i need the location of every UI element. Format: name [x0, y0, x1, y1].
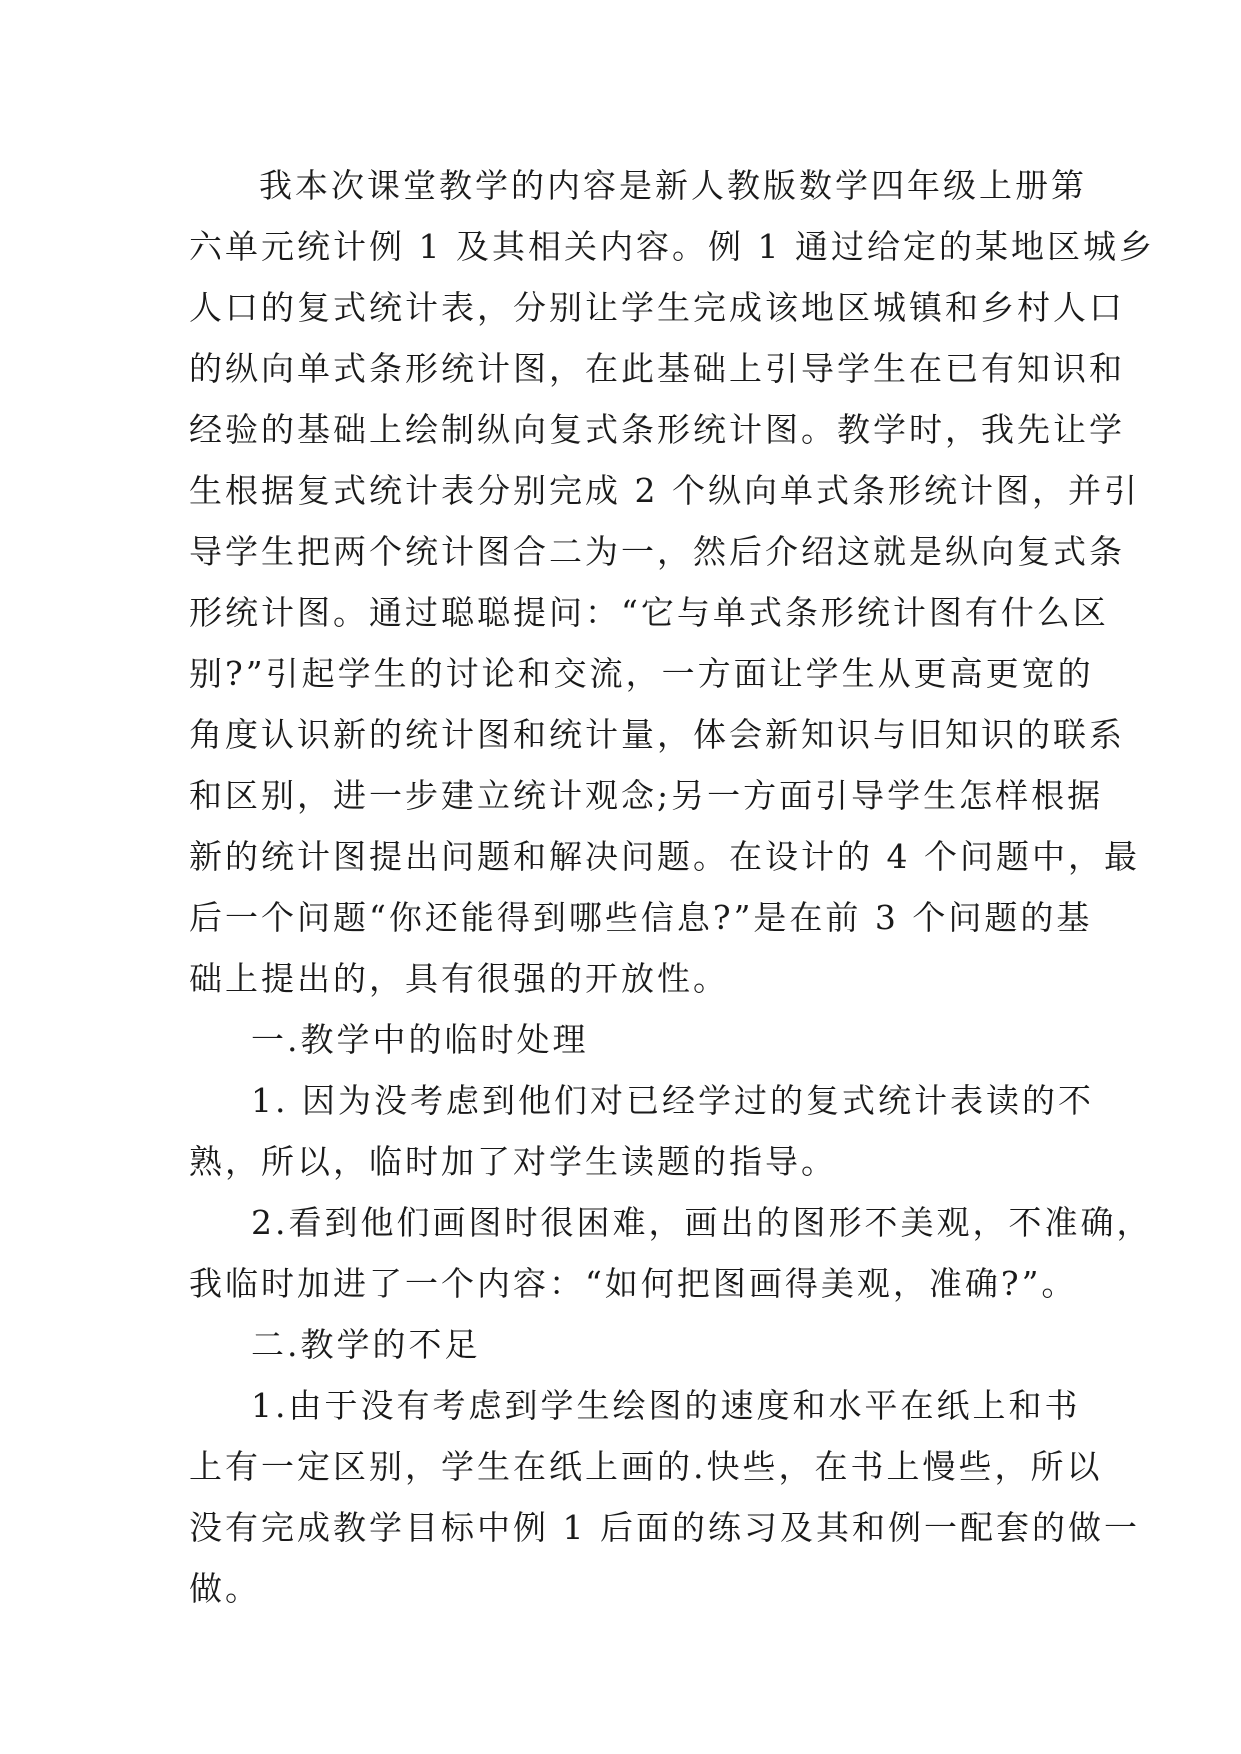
text-line: 的纵向单式条形统计图，在此基础上引导学生在已有知识和 [189, 349, 1125, 388]
text-line: 新的统计图提出问题和解决问题。在设计的 4 个问题中，最 [189, 837, 1140, 876]
text-line: 做。 [189, 1569, 261, 1608]
text-line: 和区别，进一步建立统计观念;另一方面引导学生怎样根据 [189, 776, 1104, 815]
section-heading-2: 二.教学的不足 [251, 1325, 481, 1364]
text-line: 别?”引起学生的讨论和交流，一方面让学生从更高更宽的 [189, 654, 1094, 693]
text-line: 形统计图。通过聪聪提问：“它与单式条形统计图有什么区 [189, 593, 1109, 632]
text-line: 角度认识新的统计图和统计量，体会新知识与旧知识的联系 [189, 715, 1125, 754]
section-heading-1: 一.教学中的临时处理 [251, 1020, 589, 1059]
text-line: 1.由于没有考虑到学生绘图的速度和水平在纸上和书 [251, 1386, 1081, 1425]
text-line: 生根据复式统计表分别完成 2 个纵向单式条形统计图，并引 [189, 471, 1140, 510]
text-line: 础上提出的，具有很强的开放性。 [189, 959, 729, 998]
text-line: 导学生把两个统计图合二为一，然后介绍这就是纵向复式条 [189, 532, 1125, 571]
list-item [189, 1070, 1094, 1192]
text-line: 经验的基础上绘制纵向复式条形统计图。教学时，我先让学 [189, 410, 1125, 449]
text-line: 人口的复式统计表，分别让学生完成该地区城镇和乡村人口 [189, 288, 1125, 327]
text-line: 熟，所以，临时加了对学生读题的指导。 [189, 1142, 837, 1181]
text-line: 1. 因为没考虑到他们对已经学过的复式统计表读的不 [251, 1081, 1094, 1120]
text-line: 2.看到他们画图时很困难，画出的图形不美观，不准确， [251, 1203, 1153, 1242]
document-body [189, 155, 1155, 1619]
paragraph-intro [189, 155, 1155, 1009]
text-line: 后一个问题“你还能得到哪些信息?”是在前 3 个问题的基 [189, 898, 1093, 937]
text-line: 我本次课堂教学的内容是新人教版数学四年级上册第 [259, 166, 1087, 205]
text-line: 我临时加进了一个内容：“如何把图画得美观，准确?”。 [189, 1264, 1078, 1303]
list-item [189, 1192, 1153, 1314]
text-line: 没有完成教学目标中例 1 后面的练习及其和例一配套的做一 [189, 1508, 1140, 1547]
text-line: 上有一定区别，学生在纸上画的.快些，在书上慢些，所以 [189, 1447, 1103, 1486]
list-item [189, 1375, 1140, 1619]
text-line: 六单元统计例 1 及其相关内容。例 1 通过给定的某地区城乡 [189, 227, 1155, 266]
